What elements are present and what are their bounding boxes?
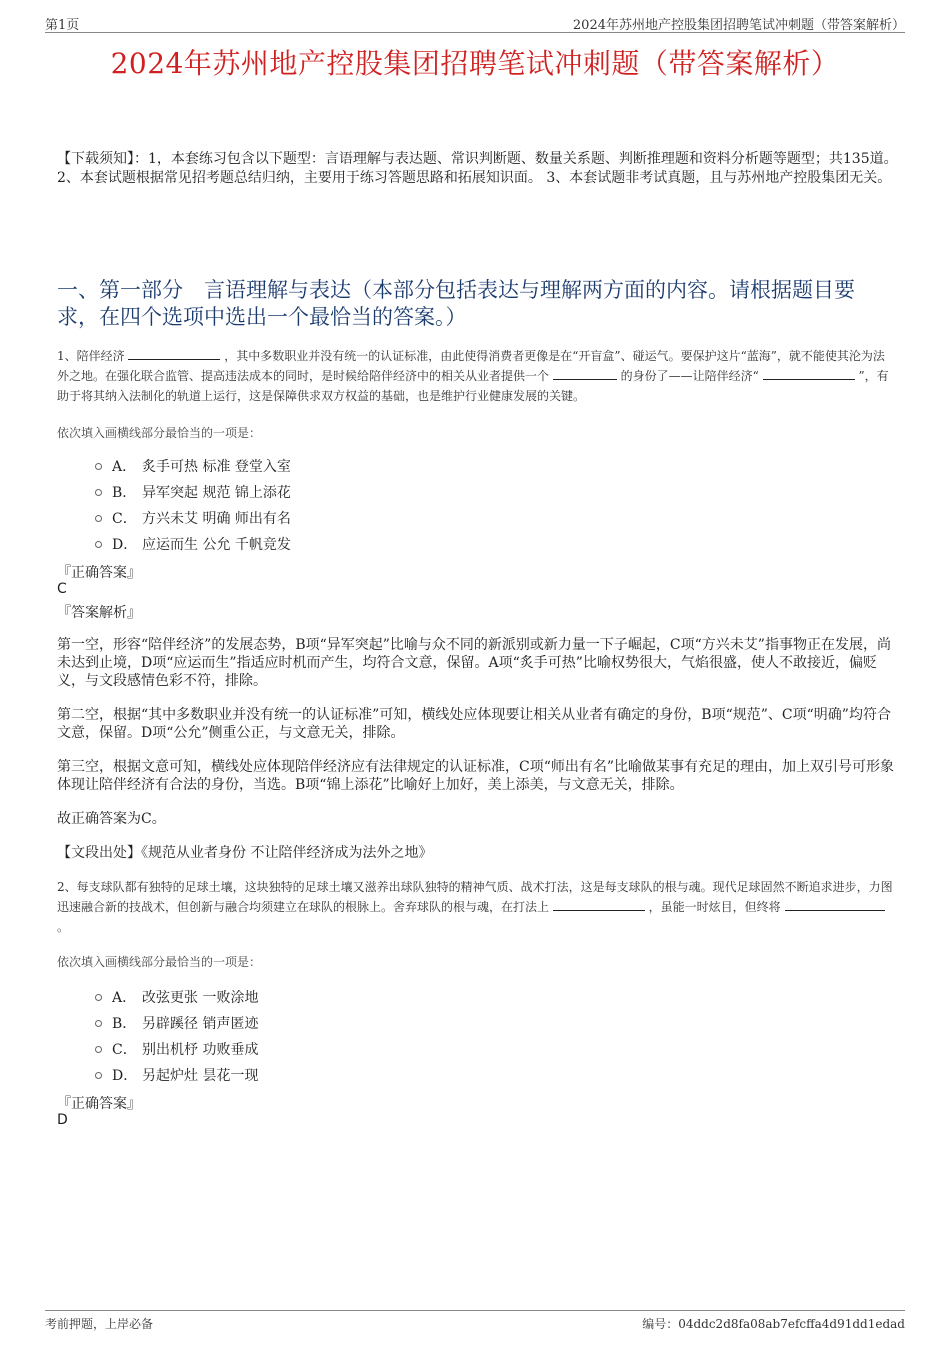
blank-1 [553, 898, 645, 911]
source-citation: 【文段出处】《规范从业者身份 不让陪伴经济成为法外之地》 [57, 845, 433, 861]
footer-slogan: 考前押题，上岸必备 [45, 1317, 154, 1331]
page-footer [45, 1310, 905, 1331]
option-d[interactable]: D． 另起炉灶 昙花一现 [95, 1062, 258, 1088]
answer-label: 『正确答案』 [57, 565, 141, 581]
radio-icon[interactable] [95, 541, 102, 548]
radio-icon[interactable] [95, 1072, 102, 1079]
analysis-paragraph-3: 第三空，根据文意可知，横线处应体现陪伴经济应有法律规定的认证标准，C项“师出有名”比喻做某事有充足的理由，加上双引号可形象体现让陪伴经济有合法的身份，当选。B项“锦上添花”比喻好上加好，美上添美，与文意无关，排除。 [57, 759, 895, 793]
option-b[interactable]: B． 另辟蹊径 销声匿迹 [95, 1010, 258, 1036]
option-a[interactable]: A． 炙手可热 标准 登堂入室 [95, 453, 291, 479]
download-notice: 【下载须知】：1，本套练习包含以下题型：言语理解与表达题、常识判断题、数量关系题、判断推理题和资料分析题等题型；共135道。 2、本套试题根据常见招考题总结归纳，主要用于练习答题思路和拓展知识面。 3、本套试题非考试真题，且与苏州地产控股集团无关。 [57, 151, 898, 186]
radio-icon[interactable] [95, 489, 102, 496]
document-title: 2024年苏州地产控股集团招聘笔试冲刺题（带答案解析） [110, 47, 840, 80]
question-2-prompt: 依次填入画横线部分最恰当的一项是： [57, 955, 262, 969]
header-doc-title: 2024年苏州地产控股集团招聘笔试冲刺题（带答案解析） [572, 18, 905, 33]
question-2-options [95, 984, 258, 1088]
blank-2 [785, 898, 885, 911]
option-c[interactable]: C． 方兴未艾 明确 师出有名 [95, 505, 291, 531]
question-1-text: 1、陪伴经济 ，其中多数职业并没有统一的认证标准，由此使得消费者更像是在“开盲盒”、碰运气。要保护这片“蓝海”，就不能使其沦为法外之地。在强化联合监管、提高违法成本的同时，是时候给陪伴经济中的相关从业者提供一个 的身份了——让陪伴经济“ ”，有助于将其纳入法制化的轨道上运行，这是保障供求双方权益的基础，也是维护行业健康发展的关键。 [57, 349, 889, 403]
option-c[interactable]: C． 别出机杼 功败垂成 [95, 1036, 258, 1062]
page-header [45, 14, 905, 33]
radio-icon[interactable] [95, 515, 102, 522]
blank-3 [763, 367, 855, 380]
analysis-paragraph-1: 第一空，形容“陪伴经济”的发展态势，B项“异军突起”比喻与众不同的新派别或新力量一下子崛起，C项“方兴未艾”指事物正在发展，尚未达到止境，D项“应运而生”指适应时机而产生，均符合文意，保留。A项“炙手可热”比喻权势很大，气焰很盛，使人不敢接近，偏贬义，与文段感情色彩不符，排除。 [57, 637, 891, 689]
radio-icon[interactable] [95, 1046, 102, 1053]
analysis-label: 『答案解析』 [57, 605, 141, 621]
radio-icon[interactable] [95, 1020, 102, 1027]
option-b[interactable]: B． 异军突起 规范 锦上添花 [95, 479, 291, 505]
section-title: 一、第一部分 言语理解与表达（本部分包括表达与理解两方面的内容。请根据题目要求，在四个选项中选出一个最恰当的答案。） [57, 278, 855, 329]
analysis-conclusion: 故正确答案为C。 [57, 811, 166, 827]
answer-value: C [57, 581, 67, 597]
question-2-text: 2、每支球队都有独特的足球土壤，这块独特的足球土壤又滋养出球队独特的精神气质、战术打法，这是每支球队的根与魂。现代足球固然不断追求进步，力图迅速融合新的技战术，但创新与融合均须建立在球队的根脉上。舍弃球队的根与魂，在打法上 ，虽能一时炫目，但终将 。 [57, 880, 893, 934]
document-id: 编号：04ddc2d8fa08ab7efcffa4d91dd1edad [642, 1317, 905, 1331]
page-number: 第1页 [45, 18, 80, 33]
option-a[interactable]: A． 改弦更张 一败涂地 [95, 984, 258, 1010]
radio-icon[interactable] [95, 463, 102, 470]
question-1-options [95, 453, 291, 557]
blank-1 [128, 347, 220, 360]
answer-label: 『正确答案』 [57, 1096, 141, 1112]
option-d[interactable]: D． 应运而生 公允 千帆竞发 [95, 531, 291, 557]
answer-value: D [57, 1112, 68, 1128]
radio-icon[interactable] [95, 994, 102, 1001]
question-1-prompt: 依次填入画横线部分最恰当的一项是： [57, 426, 262, 440]
blank-2 [553, 367, 617, 380]
analysis-paragraph-2: 第二空，根据“其中多数职业并没有统一的认证标准”可知，横线处应体现要让相关从业者有确定的身份，B项“规范”、C项“明确”均符合文意，保留。D项“公允”侧重公正，与文意无关，排除。 [57, 707, 891, 741]
